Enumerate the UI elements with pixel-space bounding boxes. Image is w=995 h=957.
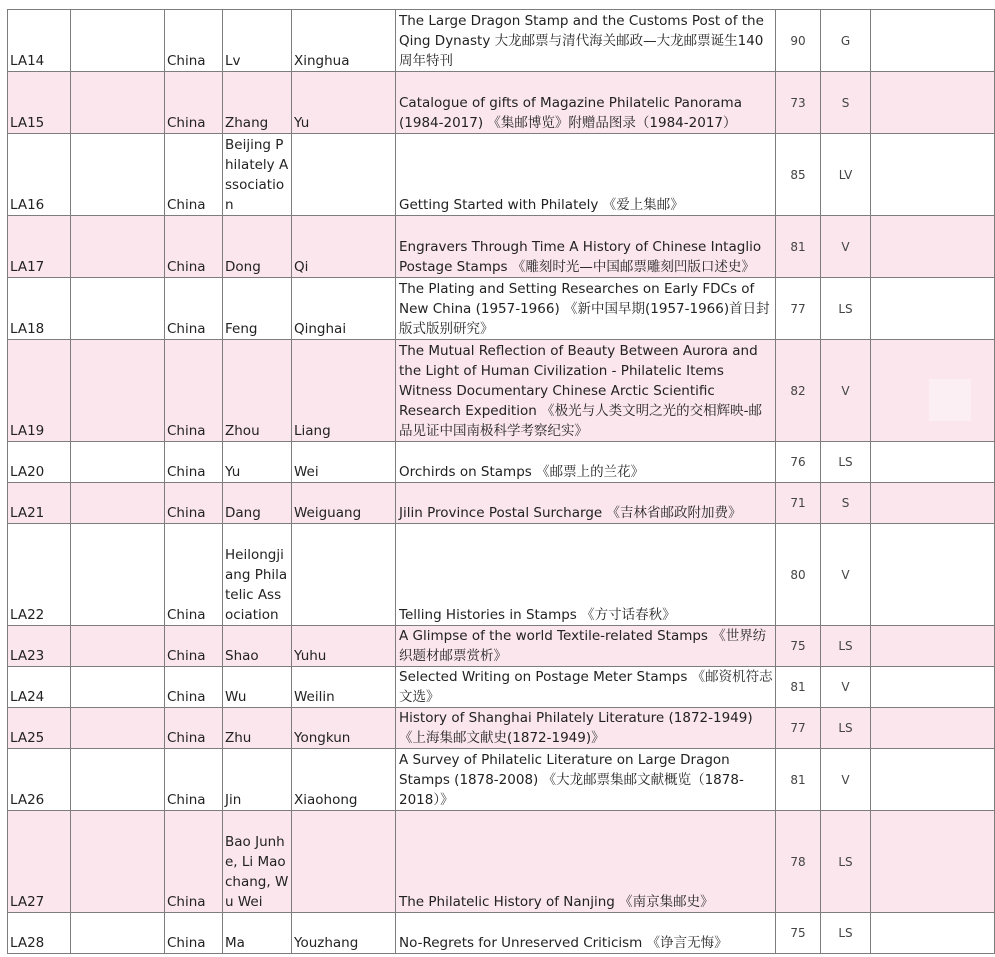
title-cell: A Survey of Philatelic Literature on Large Dragon Stamps (1878-2008) 《大龙邮票集邮文献概览（1878-2018）》: [396, 749, 776, 811]
country-cell: China: [165, 708, 223, 749]
medal-cell: LS: [821, 626, 871, 667]
remarks-cell: [871, 626, 995, 667]
last-name-cell: Yuhu: [292, 626, 396, 667]
blank-cell: [71, 442, 165, 483]
country-cell: China: [165, 134, 223, 216]
first-name-cell: Wu: [223, 667, 292, 708]
title-cell: The Philatelic History of Nanjing 《南京集邮史》: [396, 811, 776, 913]
first-name-cell: Lv: [223, 10, 292, 72]
medal-cell: LS: [821, 278, 871, 340]
title-cell: Engravers Through Time A History of Chinese Intaglio Postage Stamps 《雕刻时光—中国邮票雕刻凹版口述史》: [396, 216, 776, 278]
last-name-cell: Yu: [292, 72, 396, 134]
entry-id-cell: LA21: [8, 483, 71, 524]
blank-cell: [71, 483, 165, 524]
remarks-cell: [871, 216, 995, 278]
last-name-cell: [292, 524, 396, 626]
first-name-cell: Zhu: [223, 708, 292, 749]
entry-id-cell: LA27: [8, 811, 71, 913]
table-row: [8, 708, 995, 749]
title-cell: The Plating and Setting Researches on Early FDCs of New China (1957-1966) 《新中国早期(1957-1966)首日封版式版别研究》: [396, 278, 776, 340]
blank-cell: [71, 667, 165, 708]
entry-id-cell: LA15: [8, 72, 71, 134]
entries-sheet: [7, 9, 994, 954]
country-cell: China: [165, 72, 223, 134]
medal-cell: G: [821, 10, 871, 72]
entry-id-cell: LA28: [8, 913, 71, 954]
blank-cell: [71, 811, 165, 913]
title-cell: A Glimpse of the world Textile-related Stamps 《世界纺织题材邮票赏析》: [396, 626, 776, 667]
remarks-cell: [871, 811, 995, 913]
first-name-cell: Beijing Philately Association: [223, 134, 292, 216]
last-name-cell: Weiguang: [292, 483, 396, 524]
table-row: [8, 72, 995, 134]
blank-cell: [71, 524, 165, 626]
first-name-cell: Shao: [223, 626, 292, 667]
medal-cell: LS: [821, 708, 871, 749]
country-cell: China: [165, 10, 223, 72]
first-name-cell: Ma: [223, 913, 292, 954]
first-name-cell: Zhou: [223, 340, 292, 442]
country-cell: China: [165, 340, 223, 442]
blank-cell: [71, 278, 165, 340]
first-name-cell: Feng: [223, 278, 292, 340]
score-cell: 75: [776, 626, 821, 667]
remarks-cell: [871, 483, 995, 524]
title-cell: Jilin Province Postal Surcharge 《吉林省邮政附加费》: [396, 483, 776, 524]
last-name-cell: Wei: [292, 442, 396, 483]
entry-id-cell: LA26: [8, 749, 71, 811]
table-row: [8, 667, 995, 708]
title-cell: The Mutual Reflection of Beauty Between Aurora and the Light of Human Civilization - Philatelic Items Witness Documentary Chinese Arctic Scientific Research Expedition 《极光与人类文明之光的交相辉映-邮品见证中国南极科学考察纪实》: [396, 340, 776, 442]
medal-cell: V: [821, 216, 871, 278]
last-name-cell: [292, 811, 396, 913]
score-cell: 75: [776, 913, 821, 954]
last-name-cell: Qinghai: [292, 278, 396, 340]
title-cell: No-Regrets for Unreserved Criticism 《诤言无悔》: [396, 913, 776, 954]
first-name-cell: Jin: [223, 749, 292, 811]
score-cell: 77: [776, 708, 821, 749]
blank-cell: [71, 913, 165, 954]
medal-cell: V: [821, 340, 871, 442]
entry-id-cell: LA16: [8, 134, 71, 216]
blank-cell: [71, 708, 165, 749]
table-row: [8, 749, 995, 811]
first-name-cell: Bao Junhe, Li Maochang, Wu Wei: [223, 811, 292, 913]
score-cell: 90: [776, 10, 821, 72]
score-cell: 71: [776, 483, 821, 524]
blank-cell: [71, 626, 165, 667]
remarks-cell: [871, 10, 995, 72]
title-cell: Getting Started with Philately 《爱上集邮》: [396, 134, 776, 216]
remarks-cell: [871, 913, 995, 954]
table-row: [8, 340, 995, 442]
entry-id-cell: LA23: [8, 626, 71, 667]
score-cell: 81: [776, 667, 821, 708]
remarks-cell: [871, 524, 995, 626]
literature-entries-table: [7, 9, 995, 954]
score-cell: 76: [776, 442, 821, 483]
first-name-cell: Zhang: [223, 72, 292, 134]
score-cell: 81: [776, 749, 821, 811]
medal-cell: S: [821, 483, 871, 524]
table-row: [8, 811, 995, 913]
table-row: [8, 134, 995, 216]
blank-cell: [71, 72, 165, 134]
score-cell: 78: [776, 811, 821, 913]
blank-cell: [71, 749, 165, 811]
country-cell: China: [165, 483, 223, 524]
country-cell: China: [165, 216, 223, 278]
entry-id-cell: LA22: [8, 524, 71, 626]
medal-cell: V: [821, 749, 871, 811]
score-cell: 73: [776, 72, 821, 134]
score-cell: 81: [776, 216, 821, 278]
medal-cell: LS: [821, 811, 871, 913]
last-name-cell: Liang: [292, 340, 396, 442]
first-name-cell: Yu: [223, 442, 292, 483]
title-cell: Selected Writing on Postage Meter Stamps 《邮资机符志文选》: [396, 667, 776, 708]
last-name-cell: Yongkun: [292, 708, 396, 749]
score-cell: 80: [776, 524, 821, 626]
blank-cell: [71, 10, 165, 72]
last-name-cell: Xiaohong: [292, 749, 396, 811]
last-name-cell: Xinghua: [292, 10, 396, 72]
country-cell: China: [165, 913, 223, 954]
score-cell: 77: [776, 278, 821, 340]
score-cell: 85: [776, 134, 821, 216]
country-cell: China: [165, 626, 223, 667]
remarks-cell: [871, 72, 995, 134]
entry-id-cell: LA19: [8, 340, 71, 442]
entry-id-cell: LA17: [8, 216, 71, 278]
last-name-cell: Youzhang: [292, 913, 396, 954]
entry-id-cell: LA24: [8, 667, 71, 708]
table-row: [8, 913, 995, 954]
medal-cell: LV: [821, 134, 871, 216]
remarks-cell: [871, 667, 995, 708]
table-row: [8, 10, 995, 72]
faded-watermark-box: [929, 379, 971, 421]
first-name-cell: Heilongjiang Philatelic Association: [223, 524, 292, 626]
country-cell: China: [165, 442, 223, 483]
last-name-cell: [292, 134, 396, 216]
remarks-cell: [871, 442, 995, 483]
blank-cell: [71, 340, 165, 442]
medal-cell: S: [821, 72, 871, 134]
remarks-cell: [871, 749, 995, 811]
medal-cell: V: [821, 667, 871, 708]
remarks-cell: [871, 708, 995, 749]
entry-id-cell: LA14: [8, 10, 71, 72]
country-cell: China: [165, 524, 223, 626]
first-name-cell: Dong: [223, 216, 292, 278]
title-cell: Orchirds on Stamps 《邮票上的兰花》: [396, 442, 776, 483]
medal-cell: V: [821, 524, 871, 626]
country-cell: China: [165, 811, 223, 913]
country-cell: China: [165, 667, 223, 708]
score-cell: 82: [776, 340, 821, 442]
remarks-cell: [871, 278, 995, 340]
country-cell: China: [165, 278, 223, 340]
medal-cell: LS: [821, 442, 871, 483]
last-name-cell: Weilin: [292, 667, 396, 708]
title-cell: Telling Histories in Stamps 《方寸话春秋》: [396, 524, 776, 626]
table-row: [8, 483, 995, 524]
blank-cell: [71, 216, 165, 278]
table-row: [8, 278, 995, 340]
remarks-cell: [871, 134, 995, 216]
table-row: [8, 524, 995, 626]
table-row: [8, 626, 995, 667]
country-cell: China: [165, 749, 223, 811]
entry-id-cell: LA20: [8, 442, 71, 483]
title-cell: Catalogue of gifts of Magazine Philatelic Panorama (1984-2017) 《集邮博览》附赠品图录（1984-2017）: [396, 72, 776, 134]
entry-id-cell: LA25: [8, 708, 71, 749]
last-name-cell: Qi: [292, 216, 396, 278]
medal-cell: LS: [821, 913, 871, 954]
title-cell: The Large Dragon Stamp and the Customs Post of the Qing Dynasty 大龙邮票与清代海关邮政—大龙邮票诞生140周年特刊: [396, 10, 776, 72]
title-cell: History of Shanghai Philately Literature (1872-1949) 《上海集邮文献史(1872-1949)》: [396, 708, 776, 749]
entry-id-cell: LA18: [8, 278, 71, 340]
blank-cell: [71, 134, 165, 216]
table-row: [8, 216, 995, 278]
table-row: [8, 442, 995, 483]
first-name-cell: Dang: [223, 483, 292, 524]
